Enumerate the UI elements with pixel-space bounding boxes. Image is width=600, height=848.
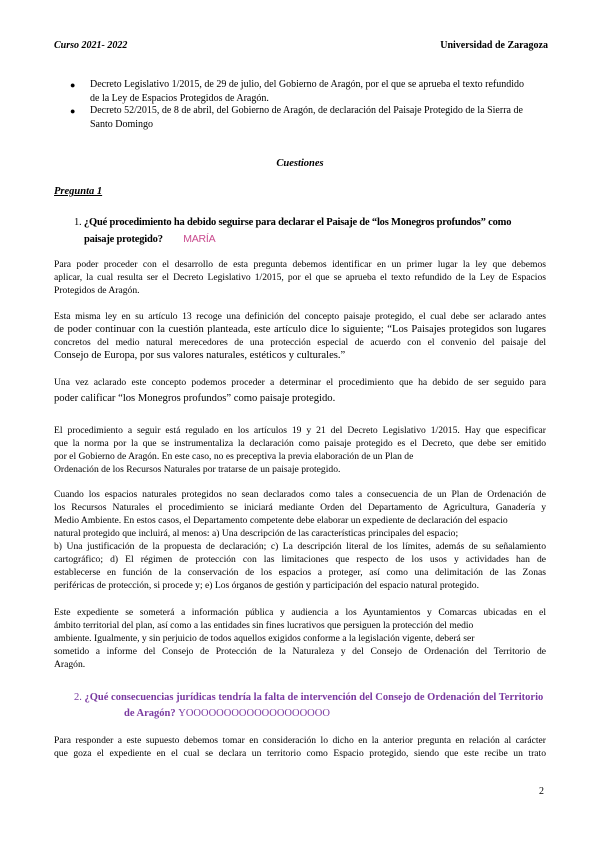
handwritten-annotation: MARÍA bbox=[183, 233, 216, 245]
text-line: natural protegido que incluirá, al menos: a) Una descripción de las características principales del espacio; bbox=[54, 528, 459, 539]
paragraph bbox=[54, 376, 546, 405]
text-line: Este expediente se someterá a información pública y audiencia a los Ayuntamientos y Comarcas ubicadas en el bbox=[54, 607, 546, 618]
text-line: Aragón. bbox=[54, 659, 86, 670]
bullet-dot-icon: ● bbox=[70, 80, 76, 90]
bullet-item bbox=[70, 78, 550, 106]
bullet-line: Decreto 52/2015, de 8 de abril, del Gobierno de Aragón, de declaración del Paisaje Protegido de la Sierra de bbox=[90, 105, 523, 116]
text-line: Protegidos de Aragón. bbox=[54, 285, 140, 296]
question-2 bbox=[74, 690, 544, 722]
text-line: que la norma por la que se instrumentaliza la declaración como paisaje protegido es el Decreto, que debe ser emitido bbox=[54, 438, 546, 449]
paragraph bbox=[54, 488, 546, 592]
question-number: 1. bbox=[74, 217, 82, 228]
bullet-item bbox=[70, 104, 550, 132]
question-text: de Aragón? bbox=[124, 708, 176, 719]
handwritten-annotation: YOOOOOOOOOOOOOOOOOOO bbox=[178, 708, 330, 719]
university-header: Universidad de Zaragoza bbox=[440, 40, 548, 51]
text-line: periféricas de protección, si procede y; e) Los órganos de gestión y participación del espacio natural protegido. bbox=[54, 580, 479, 591]
text-line: Para responder a este supuesto debemos tomar en consideración lo dicho en la anterior pregunta en relación al carácter bbox=[54, 735, 546, 746]
paragraph bbox=[54, 606, 546, 671]
text-line: poder calificar “los Monegros profundos” como paisaje protegido. bbox=[54, 393, 336, 404]
question-text: ¿Qué consecuencias jurídicas tendría la falta de intervención del Consejo de Ordenación del Territorio bbox=[84, 692, 544, 703]
text-line: aplicar, la cual resulta ser el Decreto Legislativo 1/2015, por el que se aprueba el texto refundido de la Ley de Espacios bbox=[54, 272, 546, 283]
text-line: Para poder proceder con el desarrollo de esta pregunta debemos identificar en un primer lugar la ley que debemos bbox=[54, 259, 546, 270]
text-line: Cuando los espacios naturales protegidos no sean declarados como tales a consecuencia de un Plan de Ordenación de bbox=[54, 489, 546, 500]
text-line: ambiente. Igualmente, y sin perjuicio de todos aquellos exigidos conforme a la legislación vigente, deberá ser bbox=[54, 633, 475, 644]
text-line: Ordenación de los Recursos Naturales por tratarse de un paisaje protegido. bbox=[54, 464, 341, 475]
text-line: El procedimiento a seguir está regulado en los artículos 19 y 21 del Decreto Legislativo 1/2015. Hay que especificar bbox=[54, 425, 546, 436]
page-number: 2 bbox=[539, 786, 544, 797]
paragraph bbox=[54, 424, 546, 476]
question-text: ¿Qué procedimiento ha debido seguirse para declarar el Paisaje de “los Monegros profundos” como bbox=[83, 217, 512, 228]
text-line: cartográfico; d) El régimen de protección con las limitaciones que respecto de los usos y actividades han de bbox=[54, 554, 546, 565]
text-line: b) Una justificación de la propuesta de declaración; c) La descripción literal de los límites, además de su señalamiento bbox=[54, 541, 546, 552]
bullet-dot-icon: ● bbox=[70, 106, 76, 116]
bullet-line: Decreto Legislativo 1/2015, de 29 de julio, del Gobierno de Aragón, por el que se aprueba el texto refundido bbox=[90, 79, 525, 90]
text-line: que goza el expediente en el cual se declara un territorio como Espacio protegido, siendo que este recibe un trato bbox=[54, 748, 546, 759]
paragraph bbox=[54, 734, 546, 760]
section-title: Cuestiones bbox=[276, 158, 324, 169]
text-line: Una vez aclarado este concepto podemos proceder a determinar el procedimiento que ha debido de ser seguido para bbox=[54, 377, 546, 388]
text-line: Medio Ambiente. En estos casos, el Departamento competente debe elaborar un expediente de declaración del espacio bbox=[54, 515, 508, 526]
pregunta-label: Pregunta 1 bbox=[54, 186, 103, 197]
bullet-line: de la Ley de Espacios Protegidos de Aragón. bbox=[90, 93, 269, 104]
text-line: concretos del medio natural merecedores de una protección especial de acuerdo con el convenio del paisaje del bbox=[54, 337, 546, 348]
question-text: paisaje protegido? bbox=[84, 234, 163, 245]
text-line: los Recursos Naturales el procedimiento se iniciará mediante Orden del Departamento de Agricultura, Ganadería y bbox=[54, 502, 546, 513]
text-line: Esta misma ley en su artículo 13 recoge una definición del concepto paisaje protegido, el cual debe ser aclarado antes bbox=[54, 311, 546, 322]
text-line: de poder continuar con la cuestión planteada, este artículo dice lo siguiente; “Los Paisajes protegidos son lugares bbox=[54, 324, 546, 335]
question-number: 2. bbox=[74, 692, 82, 703]
paragraph bbox=[54, 258, 546, 297]
course-header: Curso 2021- 2022 bbox=[54, 40, 128, 51]
text-line: por el Gobierno de Aragón. En este caso, no es preceptiva la previa elaboración de un Plan de bbox=[54, 451, 414, 462]
question-1 bbox=[74, 215, 544, 248]
text-line: establecerse en función de la conservación de los espacios a proteger, así como una delimitación de las Zonas bbox=[54, 567, 546, 578]
text-line: sometido a informe del Consejo de Protección de la Naturaleza y del Consejo de Ordenación del Territorio de bbox=[54, 646, 546, 657]
text-line: ámbito territorial del plan, así como a las entidades sin fines lucrativos que persiguen la protección del medio bbox=[54, 620, 474, 631]
bullet-line: Santo Domingo bbox=[90, 119, 154, 130]
paragraph bbox=[54, 310, 546, 362]
text-line: Consejo de Europa, por sus valores naturales, estéticos y culturales.” bbox=[54, 350, 346, 361]
